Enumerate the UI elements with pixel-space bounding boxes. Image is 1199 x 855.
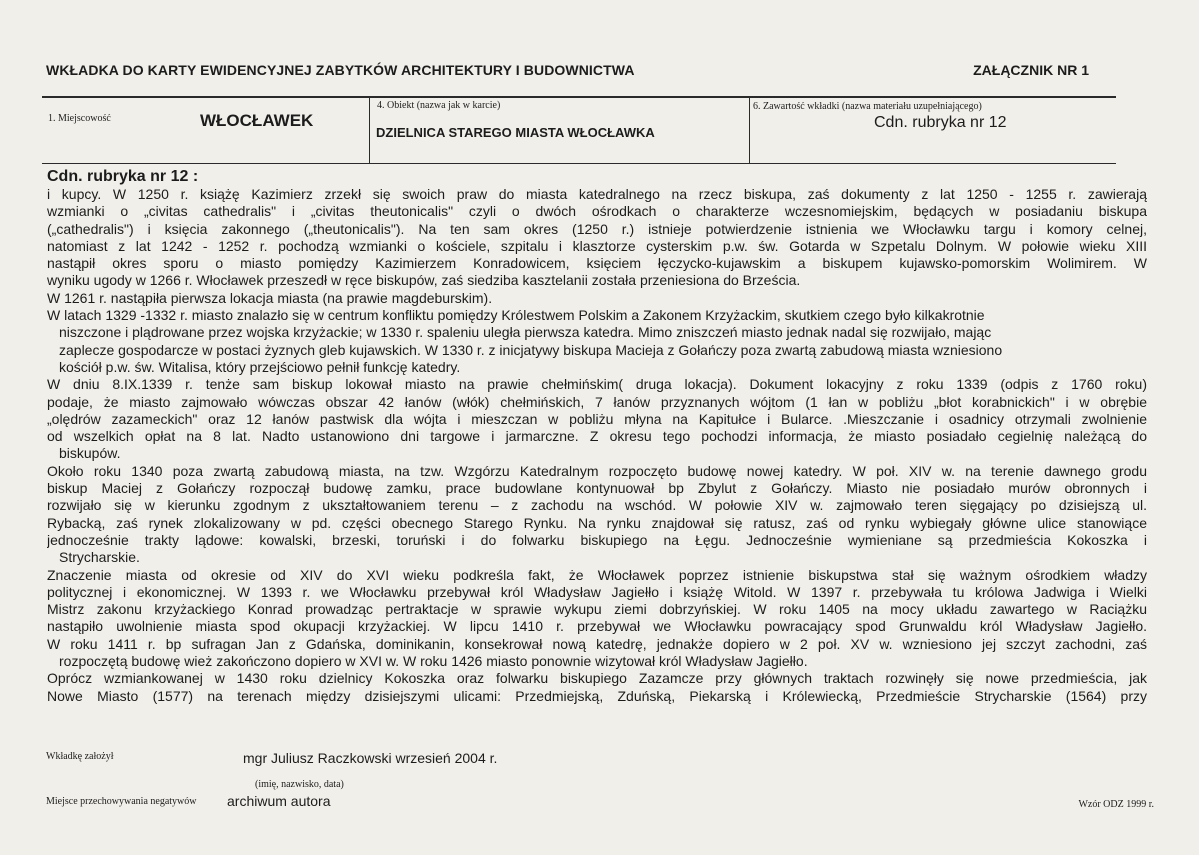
text-line: podaje, że miasto zajmowało wówczas obszar 42 łanów (włók) chełmińskich, 7 łanów przyznanych wójtom (1 łan w pobliżu „błot korabnickich" i w obrębie	[47, 393, 1147, 410]
text-line: zaplecze gospodarcze w postaci żyznych gleb kujawskich. W 1330 r. z inicjatywy biskupa Macieja z Gołańczy poza zwartą zabudową miasta wzniesiono	[59, 341, 1003, 358]
text-line: rozwijało się w kierunku zgodnym z ukształtowaniem terenu – z zachodu na wschód. W połowie XIV w. zajmowało teren sięgający po dzisiejszą ul.	[47, 497, 1147, 514]
text-line: nastąpiło uwolnienie miasta spod okupacji krzyżackiej. W lipcu 1410 r. przebywał we Włocławku powracający spod Grunwaldu król Władysław Jagiełło.	[47, 618, 1147, 635]
info-row	[42, 96, 1116, 164]
text-line: kościół p.w. św. Witalisa, który przejściowo pełnił funkcję katedry.	[59, 358, 461, 375]
text-line: Znaczenie miasta od okresie od XIV do XVI wieku podkreśla fakt, że Włocławek poprzez istnienie biskupstwa stał się ważnym ośrodkiem władzy	[47, 566, 1147, 583]
content-cell	[749, 98, 1116, 163]
storage-value: archiwum autora	[227, 793, 331, 809]
text-line: „olędrów zazameckich" oraz 12 łanów pastwisk dla wójta i mieszczan w pobliżu młyna na Kapitułce i Bularce. .Mieszczanie i osadnicy otrzymali zwolnienie	[47, 410, 1147, 427]
object-cell	[369, 98, 749, 163]
place-label: 1. Miejscowość	[48, 113, 111, 124]
text-line: jednocześnie trakty lądowe: kowalski, brzeski, toruński i do folwarku biskupiego na Łęgu. Jednocześnie wymieniane są przedmieścia Kokoszka i	[47, 531, 1147, 548]
text-line: W 1261 r. nastąpiła pierwsza lokacja miasta (na prawie magdeburskim).	[47, 289, 493, 306]
text-line: Strycharskie.	[59, 549, 140, 566]
text-line: wyniku ugody w 1266 r. Włocławek przeszedł w ręce biskupów, zaś siedziba kasztelanii została przeniesiona do Brześcia.	[47, 272, 801, 289]
text-line: Rybacką, zaś rynek zlokalizowany w pd. części obecnego Starego Rynku. Na rynku znajdował się ratusz, zaś od rynku wybiegały główne ulice stanowiące	[47, 514, 1147, 531]
text-line: wzmianki o „civitas cathedralis" i „civitas theutonicalis" czyli o dwóch ośrodkach o charakterze wczesnomiejskim, będących w posiadaniu biskupa	[47, 203, 1147, 220]
place-value: WŁOCŁAWEK	[200, 111, 314, 130]
text-line: natomiast z lat 1242 - 1252 r. pochodzą wzmianki o kościele, szpitalu i klasztorze cysterskim p.w. św. Gotarda w Szpetalu Dolnym. W połowie wieku XIII	[47, 237, 1147, 254]
header-title: WKŁADKA DO KARTY EWIDENCYJNEJ ZABYTKÓW ARCHITEKTURY I BUDOWNICTWA	[46, 62, 635, 78]
setup-value: mgr Juliusz Raczkowski wrzesień 2004 r.	[243, 750, 498, 766]
text-line: biskup Maciej z Gołańczy rozpoczął budowę zamku, prace budowlane kontynuował bp Zbylut z Gołańczy. Miasto nie posiadało murów obronnych i	[47, 480, 1147, 497]
text-line: od wszelkich opłat na 8 lat. Nadto ustanowiono dni targowe i jarmarczne. Z okresu tego pochodzi informacja, że miasto posiadało cegielnię należącą do	[47, 428, 1147, 445]
text-line: Mistrz zakonu krzyżackiego Konrad prowadząc pertraktacje w sprawie wykupu ziemi dobrzyńskiej. W roku 1405 na mocy układu zawartego w Raciążku	[47, 601, 1147, 618]
name-hint: (imię, nazwisko, data)	[255, 779, 344, 790]
text-line: Nowe Miasto (1577) na terenach między dzisiejszymi ulicami: Przedmiejską, Zduńską, Piekarską i Królewiecką, Przedmieście Strycharskie (1564) przy	[47, 687, 1147, 704]
text-line: Około roku 1340 poza zwartą zabudową miasta, na tzw. Wzgórzu Katedralnym rozpoczęto budowę nowej katedry. W poł. XIV w. na terenie dawnego grodu	[47, 462, 1147, 479]
text-line: W dniu 8.IX.1339 r. tenże sam biskup lokował miasto na prawie chełmińskim( druga lokacja). Dokument lokacyjny z roku 1339 (odpis z 1760 roku)	[47, 376, 1147, 393]
place-cell	[42, 98, 369, 163]
content-label: 6. Zawartość wkładki (nazwa materiału uzupełniającego)	[753, 101, 982, 112]
form-reference: Wzór ODZ 1999 r.	[1078, 799, 1154, 810]
content-value: Cdn. rubryka nr 12	[874, 114, 1007, 131]
storage-label: Miejsce przechowywania negatywów	[46, 796, 197, 807]
text-line: nastąpił okres sporu o miasto pomiędzy Kazimierzem Konradowicem, księciem łęczycko-kujawskim a biskupem kujawsko-pomorskim Wolimirem. W	[47, 255, 1147, 272]
text-line: W roku 1411 r. bp sufragan Jan z Gdańska, dominikanin, konsekrował nową katedrę, jednakże dopiero w 2 poł. XV w. wzniesiono jej szczyt zachodni, zaś	[47, 635, 1147, 652]
text-line: politycznej i ekonomicznej. W 1393 r. we Włocławku przebywał król Władysław Jagiełło i książę Witold. W 1397 r. przebywała tu królowa Jadwiga i Wielki	[47, 583, 1147, 600]
object-value: DZIELNICA STAREGO MIASTA WŁOCŁAWKA	[376, 125, 655, 140]
setup-label: Wkładkę założył	[46, 751, 114, 762]
body-heading: Cdn. rubryka nr 12 :	[47, 168, 199, 185]
text-line: W latach 1329 -1332 r. miasto znalazło się w centrum konfliktu pomiędzy Królestwem Polskim a Zakonem Krzyżackim, skutkiem czego było kilkakrotnie	[47, 307, 985, 324]
object-label: 4. Obiekt (nazwa jak w karcie)	[377, 100, 501, 111]
text-line: rozpoczętą budowę wież zakończono dopiero w XVI w. W roku 1426 miasto ponownie wizytował król Władysław Jagiełło.	[59, 653, 808, 670]
text-line: biskupów.	[59, 445, 121, 462]
text-line: („cathedralis") i księcia zakonnego („theutonicalis"). Na ten sam okres (1250 r.) istnieje potwierdzenie istnienia we Włocławku targu i komory celnej,	[47, 220, 1147, 237]
annex-label: ZAŁĄCZNIK NR 1	[973, 62, 1089, 78]
text-line: Oprócz wzmiankowanej w 1430 roku dzielnicy Kokoszka oraz folwarku biskupiego Zazamcze przy głównych traktach rozwinęły się nowe przedmieścia, jak	[47, 670, 1147, 687]
text-line: i kupcy. W 1250 r. książę Kazimierz zrzekł się swoich praw do miasta katedralnego na rzecz biskupa, zaś dokumenty z lat 1250 - 1255 r. zawierają	[47, 186, 1147, 202]
body-text	[47, 186, 1147, 705]
text-line: niszczone i plądrowane przez wojska krzyżackie; w 1330 r. spaleniu uległa pierwsza katedra. Mimo zniszczeń miasto jednak nadal się rozwijało, mając	[59, 324, 992, 341]
